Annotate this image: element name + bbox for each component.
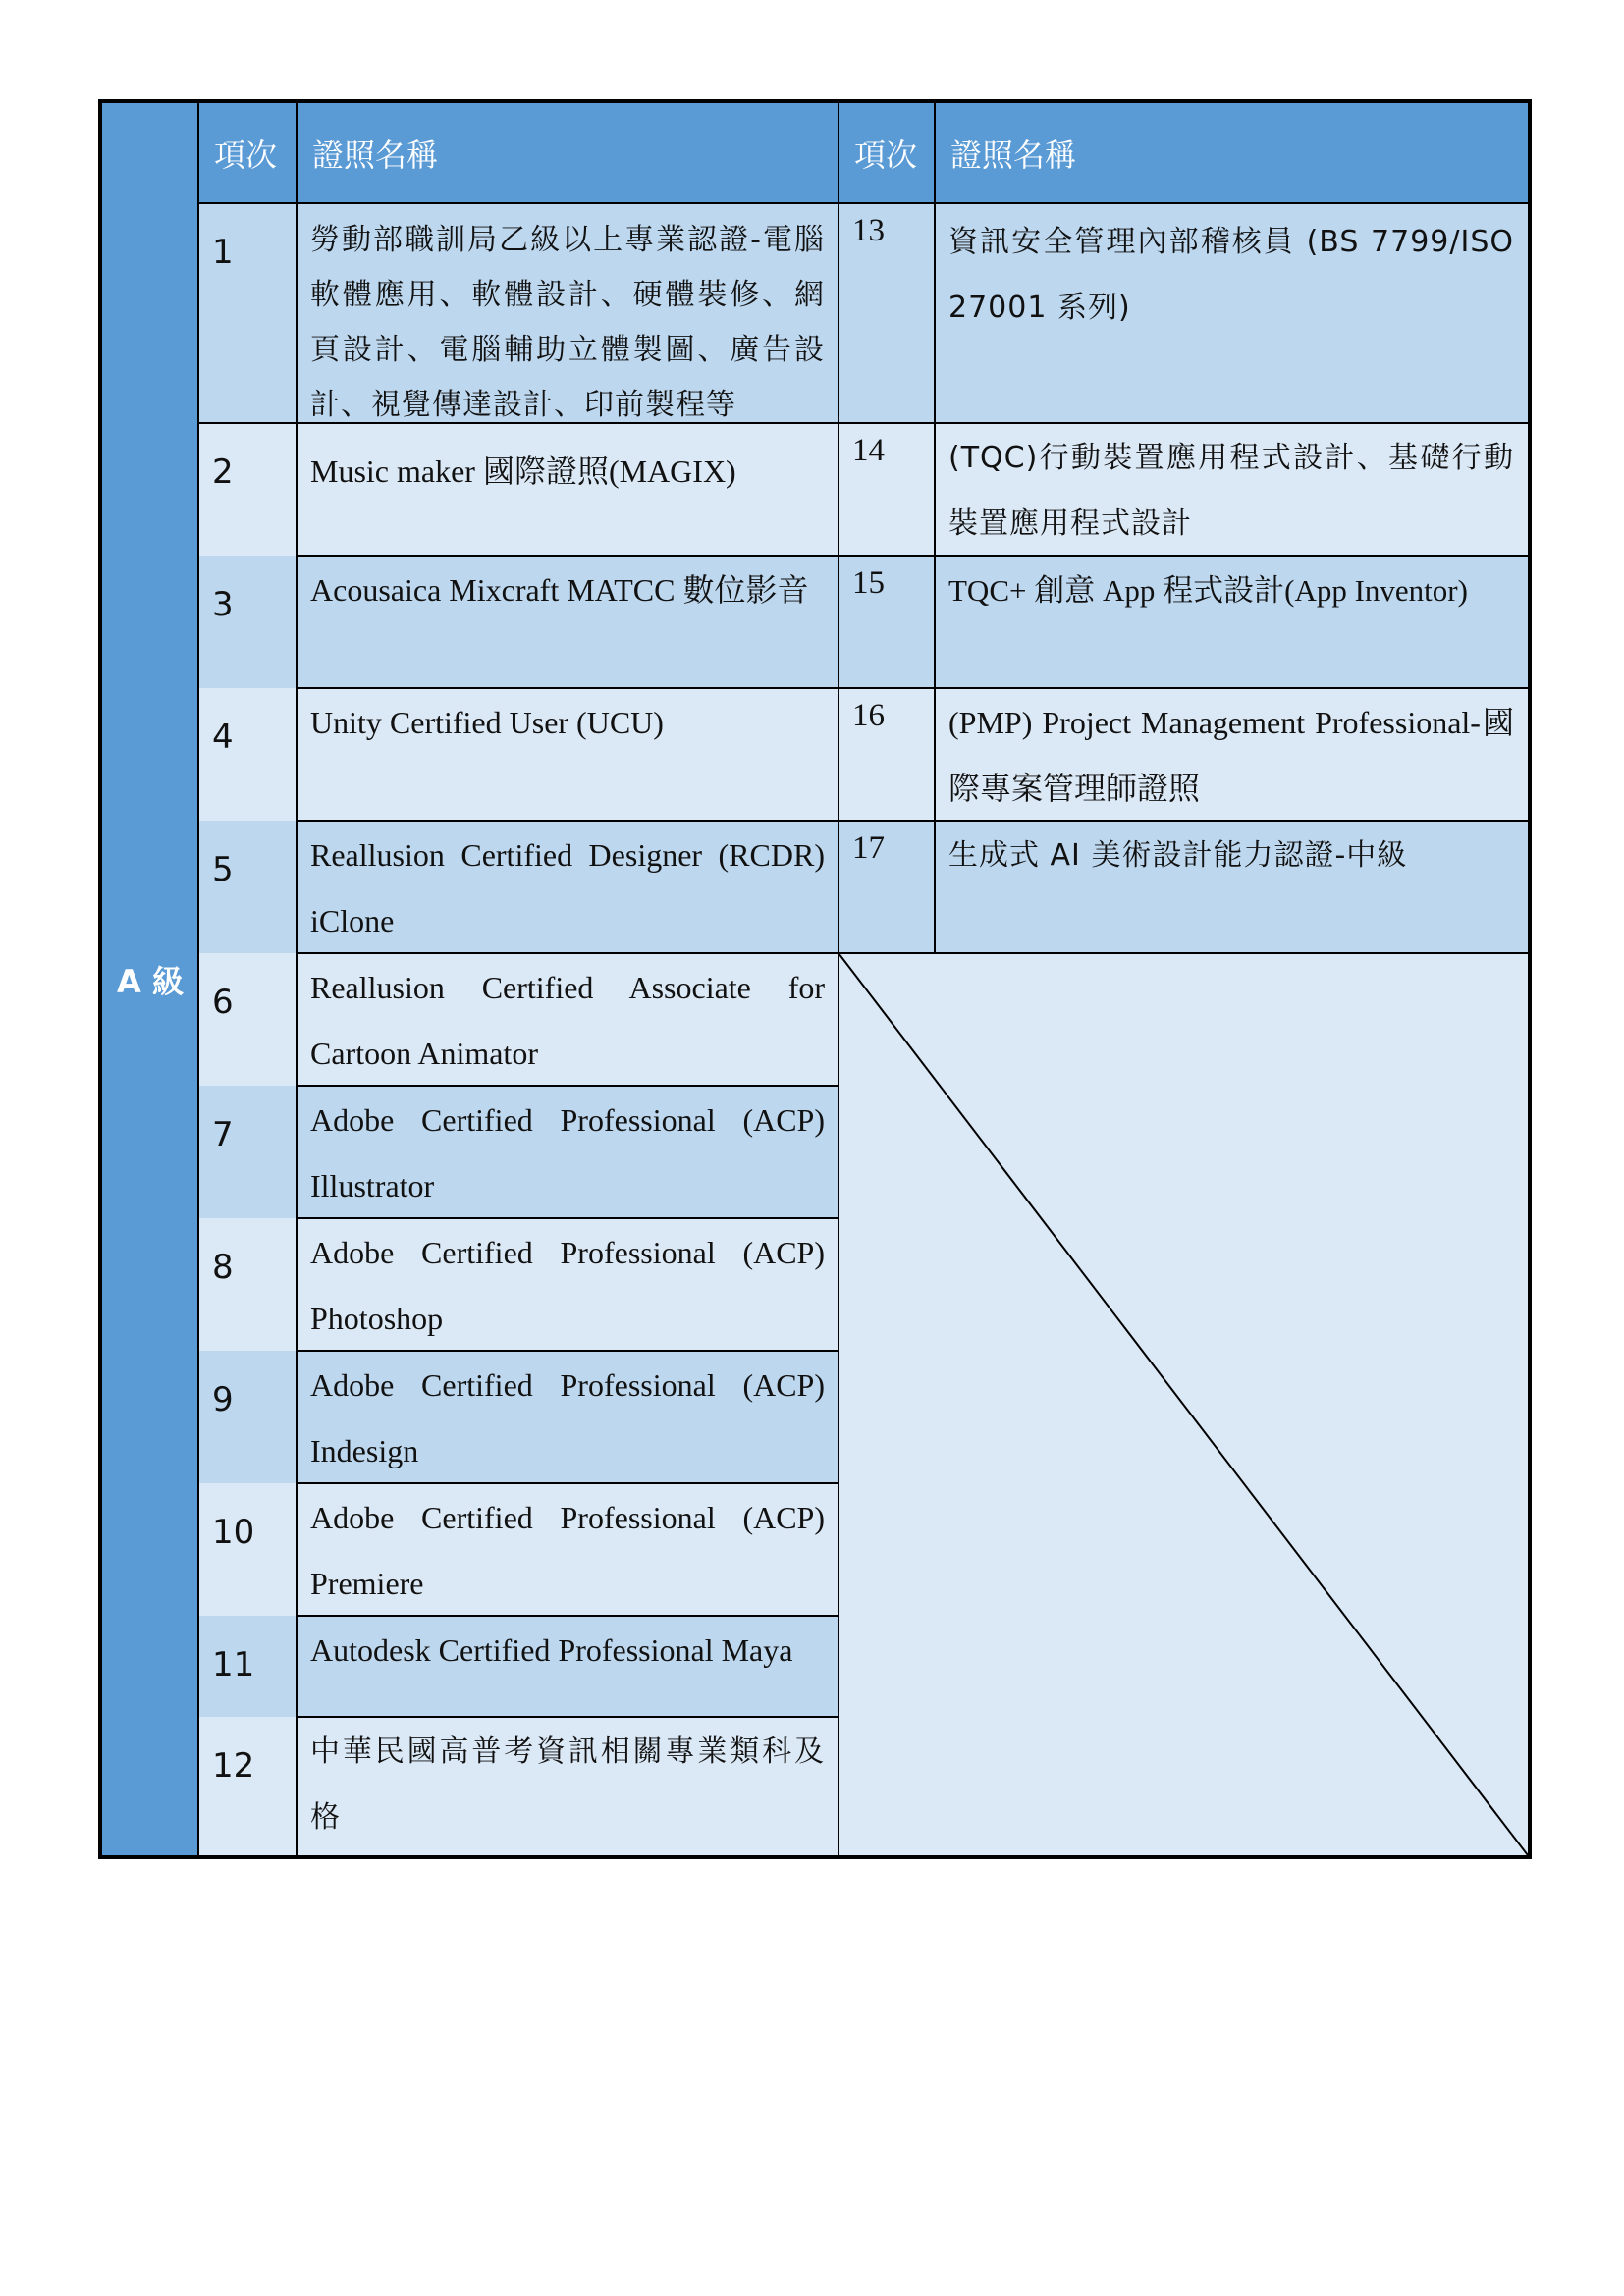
left-row-name: Adobe Certified Professional (ACP) Photoshop xyxy=(297,1218,839,1351)
left-row-no: 8 xyxy=(198,1218,297,1351)
left-row-name: Adobe Certified Professional (ACP) Indesign xyxy=(297,1351,839,1483)
left-row-no: 4 xyxy=(198,688,297,821)
grid-line xyxy=(197,103,199,1855)
left-row-no: 3 xyxy=(198,556,297,688)
left-row-no: 10 xyxy=(198,1483,297,1616)
grid-line xyxy=(296,103,298,1855)
left-row-name: Adobe Certified Professional (ACP) Premiere xyxy=(297,1483,839,1616)
grid-line xyxy=(297,555,1528,557)
grid-line xyxy=(297,687,1528,689)
grid-line xyxy=(297,1085,839,1087)
grade-label: A 級 xyxy=(102,103,198,1855)
left-row-no: 6 xyxy=(198,953,297,1086)
right-row-name: (PMP) Project Management Professional-國際專案管理師證照 xyxy=(935,688,1528,821)
diagonal-line xyxy=(102,103,1528,1855)
header-item-no-2: 項次 xyxy=(839,103,935,203)
grid-line xyxy=(198,422,1528,424)
left-row-no: 11 xyxy=(198,1616,297,1717)
left-row-name: Reallusion Certified Associate for Cartoon Animator xyxy=(297,953,839,1086)
left-row-name: Music maker 國際證照(MAGIX) xyxy=(297,423,839,556)
certification-table xyxy=(98,99,1532,1859)
grid-line xyxy=(297,820,1528,822)
left-row-no: 1 xyxy=(198,203,297,423)
left-row-no: 12 xyxy=(198,1717,297,1855)
grid-line xyxy=(297,1350,839,1352)
right-row-name: 生成式 AI 美術設計能力認證-中級 xyxy=(935,821,1528,953)
left-row-name: Adobe Certified Professional (ACP) Illustrator xyxy=(297,1086,839,1218)
left-row-name: 勞動部職訓局乙級以上專業認證-電腦軟體應用、軟體設計、硬體裝修、網頁設計、電腦輔助立體製圖、廣告設計、視覺傳達設計、印前製程等 xyxy=(297,203,839,423)
header-cert-name: 證照名稱 xyxy=(297,103,839,203)
header-cert-name-2: 證照名稱 xyxy=(935,103,1528,203)
grid-line xyxy=(297,952,1528,954)
left-row-name: Acousaica Mixcraft MATCC 數位影音 xyxy=(297,556,839,688)
grid-line xyxy=(297,1217,839,1219)
right-row-name: 資訊安全管理內部稽核員 (BS 7799/ISO 27001 系列) xyxy=(935,203,1528,423)
grid-line xyxy=(198,202,1528,204)
grid-line xyxy=(297,1482,839,1484)
left-row-name: Reallusion Certified Designer (RCDR) iClone xyxy=(297,821,839,953)
left-row-no: 9 xyxy=(198,1351,297,1483)
right-row-no: 17 xyxy=(839,821,935,953)
right-row-no: 14 xyxy=(839,423,935,556)
right-row-no: 15 xyxy=(839,556,935,688)
grid-line xyxy=(934,103,936,953)
left-row-no: 2 xyxy=(198,423,297,556)
left-row-name: Unity Certified User (UCU) xyxy=(297,688,839,821)
grid-line xyxy=(297,1716,839,1718)
left-row-name: 中華民國高普考資訊相關專業類科及格 xyxy=(297,1717,839,1855)
grid-line xyxy=(838,103,839,1855)
left-row-no: 5 xyxy=(198,821,297,953)
right-row-name: TQC+ 創意 App 程式設計(App Inventor) xyxy=(935,556,1528,688)
grid-line xyxy=(297,1615,839,1617)
left-row-name: Autodesk Certified Professional Maya xyxy=(297,1616,839,1717)
right-row-no: 16 xyxy=(839,688,935,821)
right-row-name: (TQC)行動裝置應用程式設計、基礎行動裝置應用程式設計 xyxy=(935,423,1528,556)
left-row-no: 7 xyxy=(198,1086,297,1218)
right-row-no: 13 xyxy=(839,203,935,423)
header-item-no: 項次 xyxy=(198,103,297,203)
